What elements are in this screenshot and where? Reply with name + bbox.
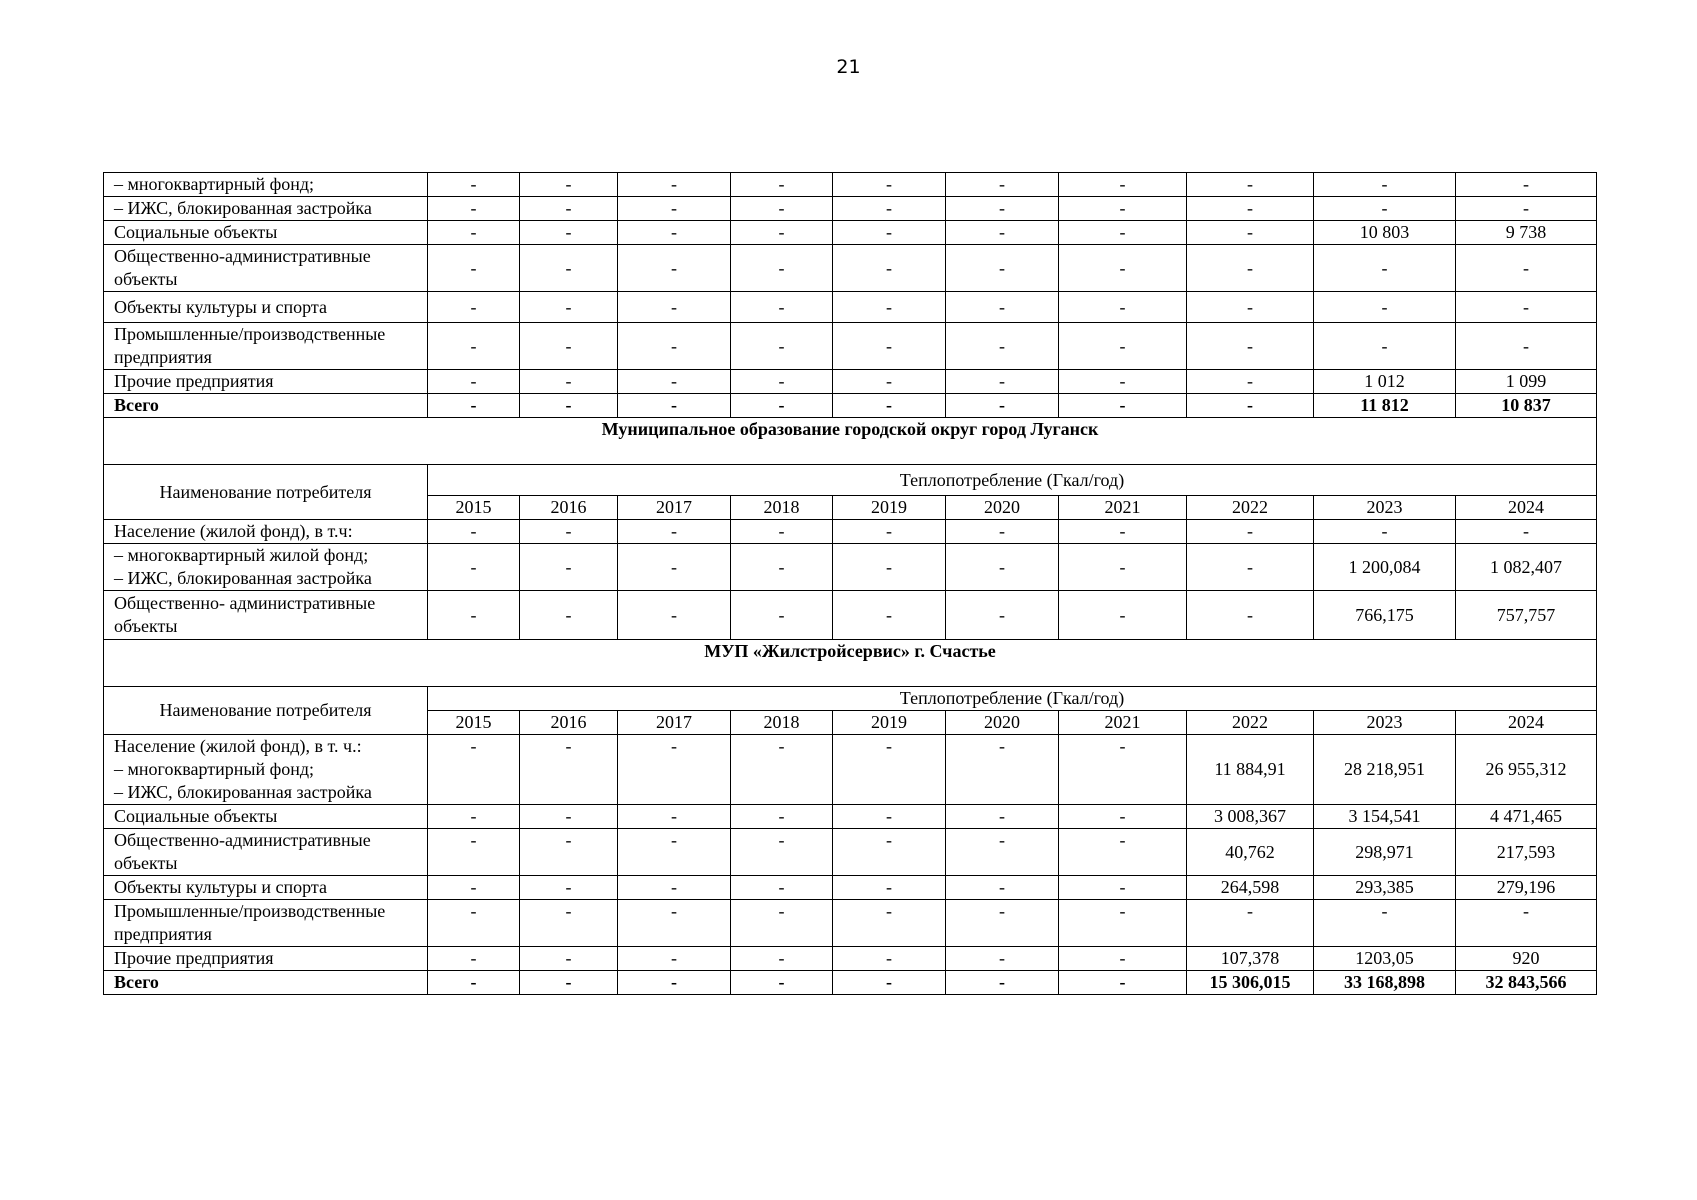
row-value: - [833,197,946,221]
row-value: - [1059,947,1187,971]
section-title-lugansk: Муниципальное образование городской округ город Луганск [104,418,1597,465]
row-value: - [520,520,618,544]
row-value: 298,971 [1314,829,1456,876]
row-value: - [946,292,1059,323]
row-value: - [946,221,1059,245]
row-value: - [520,197,618,221]
row-value: - [428,805,520,829]
row-value: - [731,735,833,805]
row-value: - [618,947,731,971]
year-header: 2024 [1456,711,1597,735]
row-value: 1 012 [1314,370,1456,394]
row-value: 15 306,015 [1187,971,1314,995]
row-value: - [618,544,731,591]
row-value: - [731,221,833,245]
row-value: - [428,173,520,197]
row-value: - [731,805,833,829]
row-value: - [428,323,520,370]
row-value: - [618,394,731,418]
row-value: - [833,323,946,370]
row-value: - [428,197,520,221]
row-value: 1 099 [1456,370,1597,394]
row-value: - [428,245,520,292]
year-header: 2023 [1314,711,1456,735]
row-value: - [1187,292,1314,323]
row-name: Прочие предприятия [104,370,428,394]
block3-body [104,735,1597,995]
row-value: - [1059,245,1187,292]
row-value: - [946,370,1059,394]
row-value: 40,762 [1187,829,1314,876]
row-value: - [946,394,1059,418]
row-value: - [618,197,731,221]
row-value: 757,757 [1456,591,1597,640]
row-value: - [833,829,946,876]
row-value: - [1059,544,1187,591]
table-row [104,221,1597,245]
row-value: - [1187,544,1314,591]
row-value: - [1314,173,1456,197]
row-value: - [1059,197,1187,221]
row-value: - [428,947,520,971]
row-value: - [833,947,946,971]
row-value: - [618,221,731,245]
row-name: Промышленные/производственные предприятия [104,900,428,947]
table-row [104,900,1597,947]
page-number: 21 [836,56,861,78]
row-value: 1 082,407 [1456,544,1597,591]
table-row [104,947,1597,971]
table-row [104,829,1597,876]
year-header: 2019 [833,711,946,735]
row-value: - [520,900,618,947]
table-row [104,591,1597,640]
table-row [104,876,1597,900]
table-row [104,323,1597,370]
row-value: - [946,805,1059,829]
row-name: Всего [104,394,428,418]
row-value: - [731,520,833,544]
year-header: 2022 [1187,496,1314,520]
row-value: - [618,520,731,544]
row-value: - [1059,591,1187,640]
section-title-row [104,640,1597,687]
row-value: - [731,591,833,640]
table-row [104,805,1597,829]
row-value: 3 008,367 [1187,805,1314,829]
row-value: - [618,173,731,197]
row-value: 766,175 [1314,591,1456,640]
row-value: - [731,197,833,221]
row-value: 1203,05 [1314,947,1456,971]
row-value: - [833,971,946,995]
row-value: - [618,971,731,995]
row-value: - [618,735,731,805]
row-value: - [1059,900,1187,947]
row-value: - [1456,900,1597,947]
row-value: - [520,221,618,245]
row-value: - [1314,323,1456,370]
row-value: - [1059,735,1187,805]
row-value: - [618,829,731,876]
row-value: - [946,735,1059,805]
row-name: Общественно-административные объекты [104,829,428,876]
table-row [104,735,1597,805]
row-name: – многоквартирный жилой фонд; – ИЖС, блокированная застройка [104,544,428,591]
row-value: - [946,829,1059,876]
row-name: Объекты культуры и спорта [104,876,428,900]
row-value: - [1187,221,1314,245]
row-name: Общественно-административные объекты [104,245,428,292]
row-value: - [428,591,520,640]
row-value: - [520,394,618,418]
row-name: Социальные объекты [104,221,428,245]
table-row [104,197,1597,221]
block3-section [104,640,1597,735]
consumer-header: Наименование потребителя [104,687,428,735]
row-value: 3 154,541 [1314,805,1456,829]
row-value: - [618,323,731,370]
row-name: Всего [104,971,428,995]
heat-consumption-table [103,172,1597,995]
row-name: Промышленные/производственные предприятия [104,323,428,370]
header-row [104,687,1597,711]
row-value: - [946,876,1059,900]
row-value: - [618,591,731,640]
row-value: - [1456,520,1597,544]
row-name: – многоквартирный фонд; [104,173,428,197]
row-value: - [428,292,520,323]
row-value: - [1187,197,1314,221]
row-value: - [731,245,833,292]
row-value: 26 955,312 [1456,735,1597,805]
row-value: 4 471,465 [1456,805,1597,829]
row-value: - [1314,520,1456,544]
row-value: - [1187,900,1314,947]
row-value: - [1187,173,1314,197]
row-value: - [520,735,618,805]
row-value: - [946,544,1059,591]
row-value: - [1059,520,1187,544]
row-value: - [731,876,833,900]
row-value: - [833,591,946,640]
row-value: - [1314,292,1456,323]
row-value: 293,385 [1314,876,1456,900]
row-value: - [520,947,618,971]
row-value: 9 738 [1456,221,1597,245]
row-value: - [618,370,731,394]
row-value: - [428,971,520,995]
consumer-header: Наименование потребителя [104,465,428,520]
table-row [104,173,1597,197]
row-value: - [520,323,618,370]
row-value: - [520,829,618,876]
row-value: 11 884,91 [1187,735,1314,805]
row-value: 33 168,898 [1314,971,1456,995]
row-value: 107,378 [1187,947,1314,971]
row-value: - [1187,370,1314,394]
row-value: - [731,900,833,947]
year-header: 2021 [1059,496,1187,520]
row-value: - [833,173,946,197]
section-title-row [104,418,1597,465]
row-value: - [946,197,1059,221]
row-value: - [428,900,520,947]
year-header: 2015 [428,496,520,520]
row-value: - [833,735,946,805]
row-value: - [520,971,618,995]
row-value: 264,598 [1187,876,1314,900]
row-value: - [1059,370,1187,394]
row-name: Общественно- административные объекты [104,591,428,640]
table-row [104,370,1597,394]
table-row [104,520,1597,544]
row-value: - [1059,323,1187,370]
row-value: - [1456,245,1597,292]
row-value: - [1059,829,1187,876]
table-row [104,292,1597,323]
row-value: - [731,971,833,995]
block2-body [104,520,1597,640]
row-value: - [1187,394,1314,418]
row-value: - [1059,173,1187,197]
year-header: 2022 [1187,711,1314,735]
row-value: - [833,544,946,591]
row-value: - [833,245,946,292]
heat-header: Теплопотребление (Гкал/год) [428,465,1597,496]
row-value: - [833,520,946,544]
year-header: 2020 [946,711,1059,735]
row-name: Население (жилой фонд), в т.ч: [104,520,428,544]
row-name: Объекты культуры и спорта [104,292,428,323]
row-value: - [1059,221,1187,245]
row-value: - [1059,876,1187,900]
row-name: – ИЖС, блокированная застройка [104,197,428,221]
row-value: - [833,370,946,394]
row-value: - [520,876,618,900]
row-value: - [833,394,946,418]
row-value: - [618,900,731,947]
row-value: 920 [1456,947,1597,971]
row-name: Социальные объекты [104,805,428,829]
row-value: - [946,971,1059,995]
row-value: - [520,173,618,197]
table-row [104,245,1597,292]
row-value: - [946,173,1059,197]
block1-body [104,173,1597,418]
table-row [104,544,1597,591]
section-title-schastye: МУП «Жилстройсервис» г. Счастье [104,640,1597,687]
row-value: - [731,370,833,394]
row-value: - [946,245,1059,292]
table-row [104,971,1597,995]
year-header: 2017 [618,711,731,735]
row-value: 28 218,951 [1314,735,1456,805]
row-value: - [731,544,833,591]
row-value: 11 812 [1314,394,1456,418]
row-value: - [520,805,618,829]
row-value: - [428,735,520,805]
year-header: 2021 [1059,711,1187,735]
row-value: - [833,221,946,245]
year-header: 2015 [428,711,520,735]
row-value: - [946,947,1059,971]
row-value: - [833,900,946,947]
row-value: - [1456,173,1597,197]
row-value: 32 843,566 [1456,971,1597,995]
row-value: - [618,245,731,292]
row-value: - [1456,197,1597,221]
row-value: 10 803 [1314,221,1456,245]
row-value: - [1187,520,1314,544]
row-value: - [428,876,520,900]
row-value: - [428,829,520,876]
row-value: - [731,947,833,971]
year-header: 2019 [833,496,946,520]
row-value: - [520,370,618,394]
row-value: - [1059,292,1187,323]
row-value: - [1314,245,1456,292]
block2-section [104,418,1597,520]
row-value: - [833,292,946,323]
row-value: - [731,323,833,370]
row-value: - [1456,292,1597,323]
row-value: - [1059,805,1187,829]
row-value: - [428,370,520,394]
row-value: - [1456,323,1597,370]
row-value: - [520,292,618,323]
row-value: - [428,221,520,245]
row-value: - [833,876,946,900]
row-value: - [428,544,520,591]
heat-header: Теплопотребление (Гкал/год) [428,687,1597,711]
row-value: - [1314,900,1456,947]
year-header: 2016 [520,496,618,520]
year-header: 2018 [731,496,833,520]
header-row [104,465,1597,496]
row-value: - [946,323,1059,370]
row-value: - [731,292,833,323]
row-value: - [618,805,731,829]
row-value: - [946,591,1059,640]
row-value: 279,196 [1456,876,1597,900]
year-header: 2017 [618,496,731,520]
row-name: Прочие предприятия [104,947,428,971]
row-value: 1 200,084 [1314,544,1456,591]
table-row [104,394,1597,418]
row-value: - [1187,591,1314,640]
row-value: 217,593 [1456,829,1597,876]
year-header: 2023 [1314,496,1456,520]
year-header: 2024 [1456,496,1597,520]
row-value: - [731,829,833,876]
row-name: Население (жилой фонд), в т. ч.: – многоквартирный фонд; – ИЖС, блокированная застройка [104,735,428,805]
row-value: - [428,520,520,544]
row-value: - [1187,245,1314,292]
row-value: - [618,292,731,323]
row-value: - [520,245,618,292]
row-value: - [946,900,1059,947]
year-header: 2018 [731,711,833,735]
row-value: - [618,876,731,900]
year-header: 2016 [520,711,618,735]
row-value: - [731,394,833,418]
year-header: 2020 [946,496,1059,520]
row-value: - [731,173,833,197]
row-value: 10 837 [1456,394,1597,418]
row-value: - [428,394,520,418]
row-value: - [833,805,946,829]
row-value: - [520,544,618,591]
row-value: - [1059,394,1187,418]
row-value: - [1187,323,1314,370]
row-value: - [1314,197,1456,221]
row-value: - [946,520,1059,544]
row-value: - [1059,971,1187,995]
row-value: - [520,591,618,640]
